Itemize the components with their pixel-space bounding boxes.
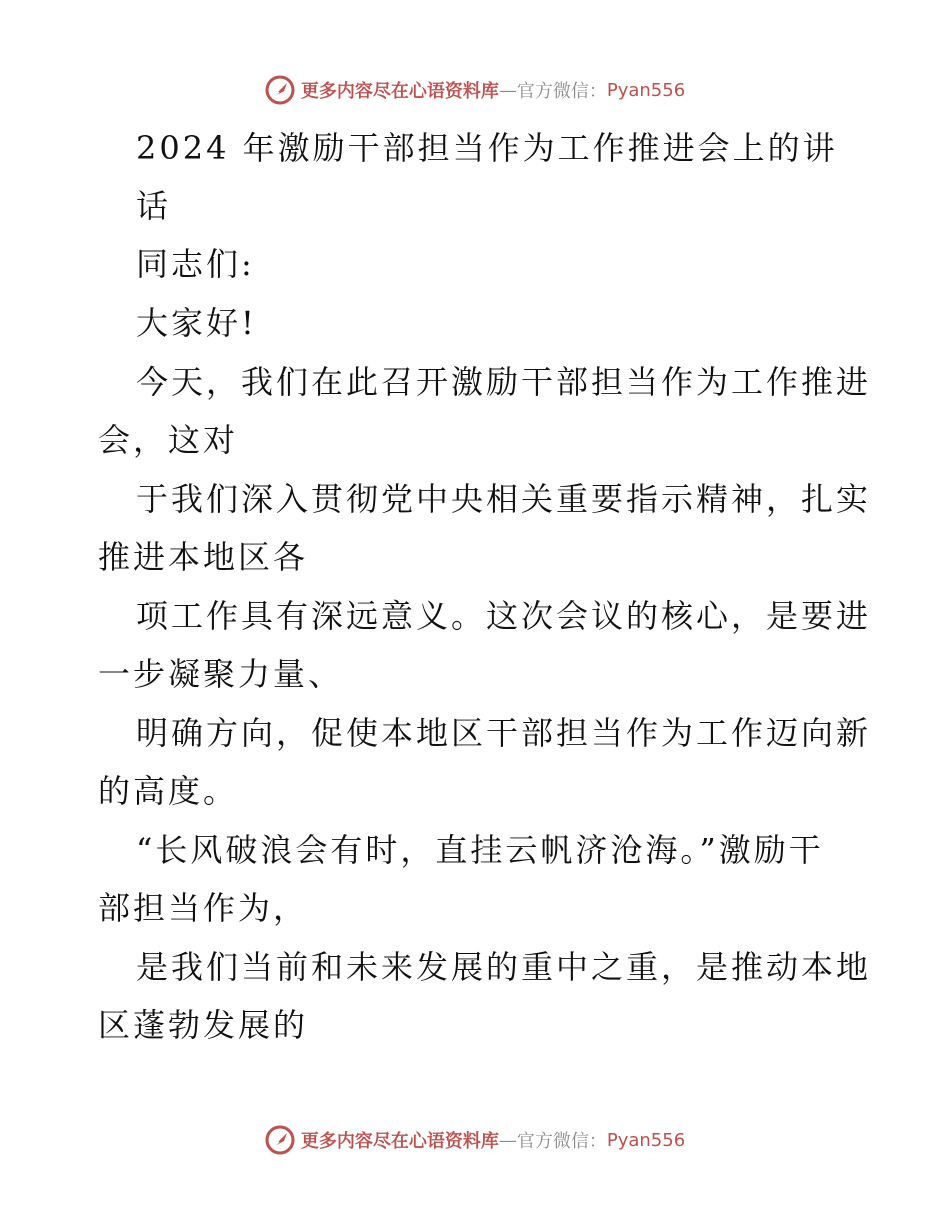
body-line: 部担当作为，	[98, 889, 309, 927]
document-title-line-2: 话	[136, 187, 172, 225]
salutation: 同志们:	[136, 245, 255, 283]
watermark-brand: 更多内容尽在心语资料库	[300, 1131, 499, 1152]
watermark-dash: —	[498, 1129, 517, 1151]
watermark-label: 官方微信：	[516, 81, 607, 102]
quill-logo-icon	[265, 1125, 295, 1155]
body-line: 今天，我们在此召开激励干部担当作为工作推进	[136, 363, 872, 401]
watermark-dash: —	[498, 79, 517, 101]
body-line: 一步凝聚力量、	[98, 655, 344, 693]
body-line: 的高度。	[98, 772, 239, 810]
greeting: 大家好!	[136, 304, 257, 342]
watermark-brand: 更多内容尽在心语资料库	[300, 81, 499, 102]
body-line: “长风破浪会有时，直挂云帆济沧海。”激励干	[136, 831, 824, 869]
watermark-label: 官方微信：	[516, 1131, 607, 1152]
body-line: 项工作具有深远意义。这次会议的核心，是要进	[136, 597, 872, 635]
header-watermark	[0, 70, 950, 110]
body-line: 推进本地区各	[98, 538, 309, 576]
body-line: 于我们深入贯彻党中央相关重要指示精神，扎实	[136, 480, 872, 518]
watermark-id: Pyan556	[606, 79, 686, 101]
watermark-id: Pyan556	[606, 1129, 686, 1151]
body-line: 是我们当前和未来发展的重中之重，是推动本地	[136, 948, 872, 986]
body-line: 会，这对	[98, 421, 239, 459]
body-line: 明确方向，促使本地区干部担当作为工作迈向新	[136, 714, 872, 752]
body-line: 区蓬勃发展的	[98, 1006, 309, 1044]
document-title-line-1: 2024 年激励干部担当作为工作推进会上的讲	[136, 129, 838, 167]
quill-logo-icon	[265, 75, 295, 105]
footer-watermark	[0, 1120, 950, 1160]
